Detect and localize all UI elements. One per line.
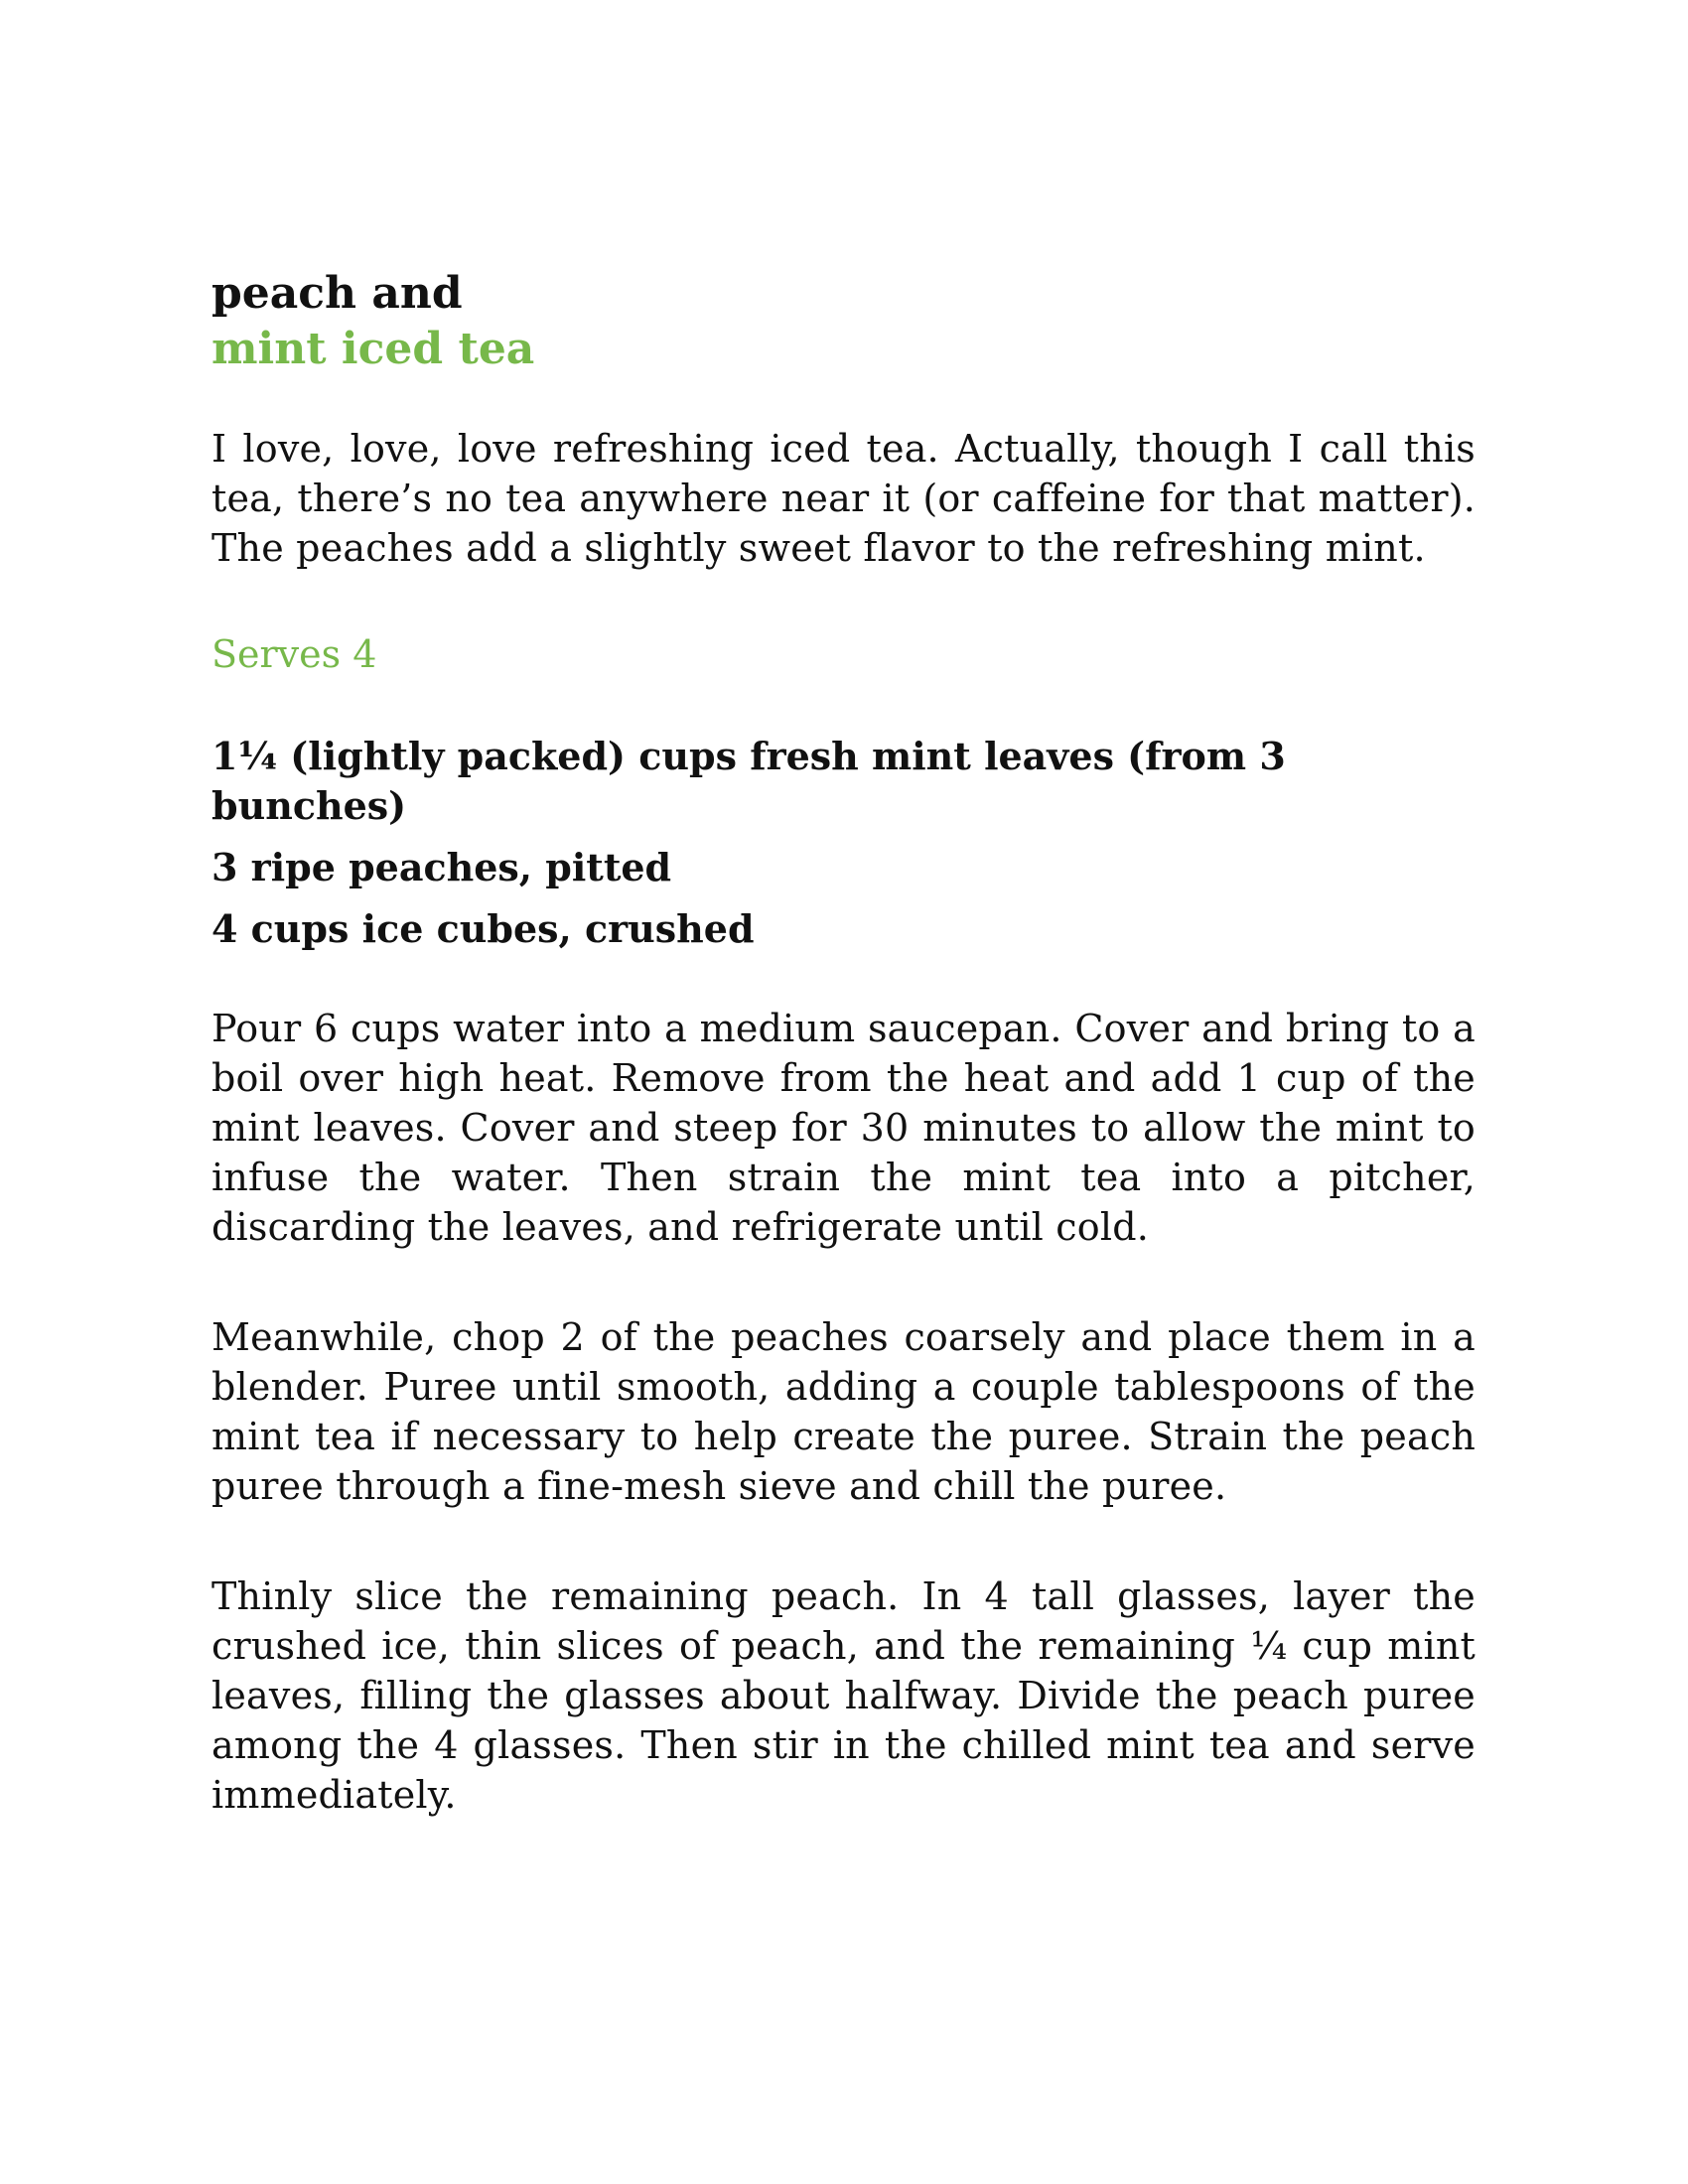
ingredient-item: 4 cups ice cubes, crushed <box>211 906 755 951</box>
recipe-page <box>211 266 1476 1880</box>
recipe-title-line2: mint iced tea <box>211 324 535 374</box>
serves-label: Serves 4 <box>211 632 377 676</box>
ingredient-item: 3 ripe peaches, pitted <box>211 845 672 889</box>
ingredient-item: 1¼ (lightly packed) cups fresh mint leaves (from 3 bunches) <box>211 734 1286 828</box>
method-step: Meanwhile, chop 2 of the peaches coarsely and place them in a blender. Puree until smooth, adding a couple tablespoons of the mint tea if necessary to help create the puree. Strain the peach puree through a fine-mesh sieve and chill the puree. <box>211 1315 1476 1508</box>
method-step: Pour 6 cups water into a medium saucepan. Cover and bring to a boil over high heat. Remove from the heat and add 1 cup of the mint leaves. Cover and steep for 30 minutes to allow the mint to infuse the water. Then strain the mint tea into a pitcher, discarding the leaves, and refrigerate until cold. <box>211 1007 1476 1249</box>
method-steps <box>211 1004 1476 1820</box>
recipe-title-line1: peach and <box>211 268 463 319</box>
ingredient-list <box>211 732 1476 954</box>
recipe-intro: I love, love, love refreshing iced tea. Actually, though I call this tea, there’s no tea anywhere near it (or caffeine for that matter). The peaches add a slightly sweet flavor to the refreshing mint. <box>211 427 1476 570</box>
recipe-title <box>211 266 1476 377</box>
method-step: Thinly slice the remaining peach. In 4 tall glasses, layer the crushed ice, thin slices of peach, and the remaining ¼ cup mint leaves, filling the glasses about halfway. Divide the peach puree among the 4 glasses. Then stir in the chilled mint tea and serve immediately. <box>211 1574 1476 1817</box>
